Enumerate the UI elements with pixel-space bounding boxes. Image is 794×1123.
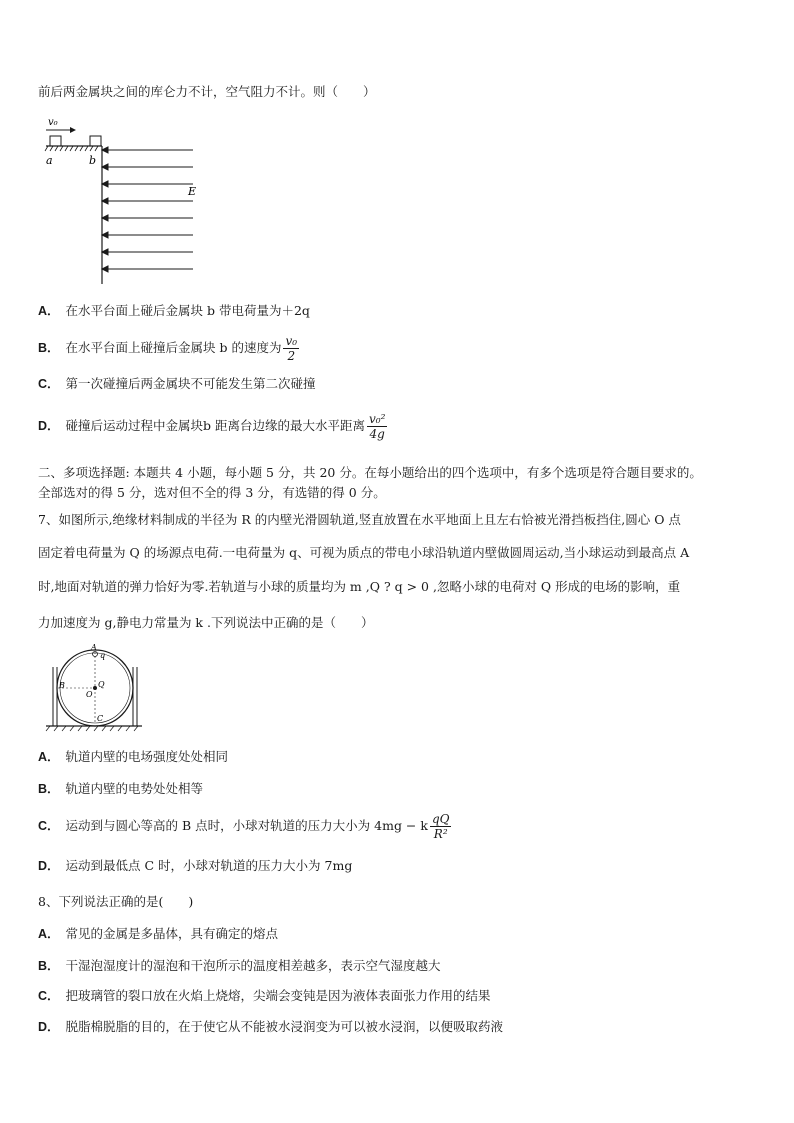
fig2-O-label: O xyxy=(86,690,93,699)
q6-option-d: D． 碰撞后运动过程中金属块b 距离台边缘的最大水平距离 $\frac{\text{v₀²}}{4g}$ xyxy=(38,412,386,441)
block-b xyxy=(90,136,101,146)
q8-option-b: B． 干湿泡湿度计的湿泡和干泡所示的温度相差越多，表示空气湿度越大 xyxy=(38,958,441,973)
figure-circular-track xyxy=(44,642,144,732)
fig2-A-label: A xyxy=(91,643,97,652)
q7-stem-line4: 力加速度为 g,静电力常量为 k .下列说法中正确的是（ ） xyxy=(38,615,374,630)
fig1-v0-label: v₀ xyxy=(48,117,58,128)
q6-option-c: C． 第一次碰撞后两金属块不可能发生第二次碰撞 xyxy=(38,376,316,391)
q7-c-fraction: $\frac{qQ}{\text{R²}}$ xyxy=(431,812,450,841)
fig1-E-label: E xyxy=(188,185,197,198)
question-6-stem-tail: 前后两金属块之间的库仑力不计，空气阻力不计。则（ ） xyxy=(38,84,376,99)
q6-d-fraction: $\frac{\text{v₀²}}{4g}$ xyxy=(369,412,386,441)
q7-stem-line2: 固定着电荷量为 Q 的场源点电荷.一电荷量为 q、可视为质点的带电小球沿轨道内壁做圆周运动,当小球运动到最高点 A xyxy=(38,545,690,560)
q6-option-a: A． 在水平台面上碰后金属块 b 带电荷量为＋2q xyxy=(38,303,310,318)
q7-stem-line3: 时,地面对轨道的弹力恰好为零.若轨道与小球的质量均为 m ,Q ? q > 0 ,忽略小球的电荷对 Q 形成的电场的影响，重 xyxy=(38,579,681,594)
q8-stem: 8、下列说法正确的是( ) xyxy=(38,894,194,909)
figure-electric-field-platform xyxy=(38,112,208,287)
q8-option-a: A． 常见的金属是多晶体，具有确定的熔点 xyxy=(38,926,279,941)
block-a xyxy=(50,136,61,146)
fig2-C-label: C xyxy=(97,714,104,723)
q8-option-d: D． 脱脂棉脱脂的目的，在于使它从不能被水浸润变为可以被水浸润，以便吸取药液 xyxy=(38,1019,504,1034)
section-2-header-line2: 全部选对的得 5 分，选对但不全的得 3 分，有选错的得 0 分。 xyxy=(38,485,386,500)
fig2-q-label: q xyxy=(100,651,106,660)
q7-option-a: A． 轨道内壁的电场强度处处相同 xyxy=(38,749,229,764)
q7-stem-line1: 7、如图所示,绝缘材料制成的半径为 R 的内壁光滑圆轨道,竖直放置在水平地面上且左右恰被光滑挡板挡住,圆心 O 点 xyxy=(38,512,681,527)
fig2-Q-label: Q xyxy=(98,680,105,689)
q7-option-d: D． 运动到最低点 C 时，小球对轨道的压力大小为 7mg xyxy=(38,858,353,873)
q7-option-b: B． 轨道内壁的电势处处相等 xyxy=(38,781,204,796)
q6-b-fraction: $\frac{\text{v₀}}{2}$ xyxy=(285,334,298,363)
fig2-B-label: B xyxy=(59,681,65,690)
q8-option-c: C． 把玻璃管的裂口放在火焰上烧熔，尖端会变钝是因为液体表面张力作用的结果 xyxy=(38,988,491,1003)
section-2-header-line1: 二、多项选择题: 本题共 4 小题，每小题 5 分，共 20 分。在每小题给出的四个选项中，有多个选项是符合题目要求的。 xyxy=(38,465,702,480)
q6-option-b: B． 在水平台面上碰撞后金属块 b 的速度为 $\frac{\text{v₀}}{2}$ xyxy=(38,334,298,363)
q7-option-c: C． 运动到与圆心等高的 B 点时，小球对轨道的压力大小为 4mg − k $\frac{qQ}{\text{R²}}$ xyxy=(38,812,450,841)
fig1-a-label: a xyxy=(46,154,53,167)
fig1-b-label: b xyxy=(89,154,97,167)
